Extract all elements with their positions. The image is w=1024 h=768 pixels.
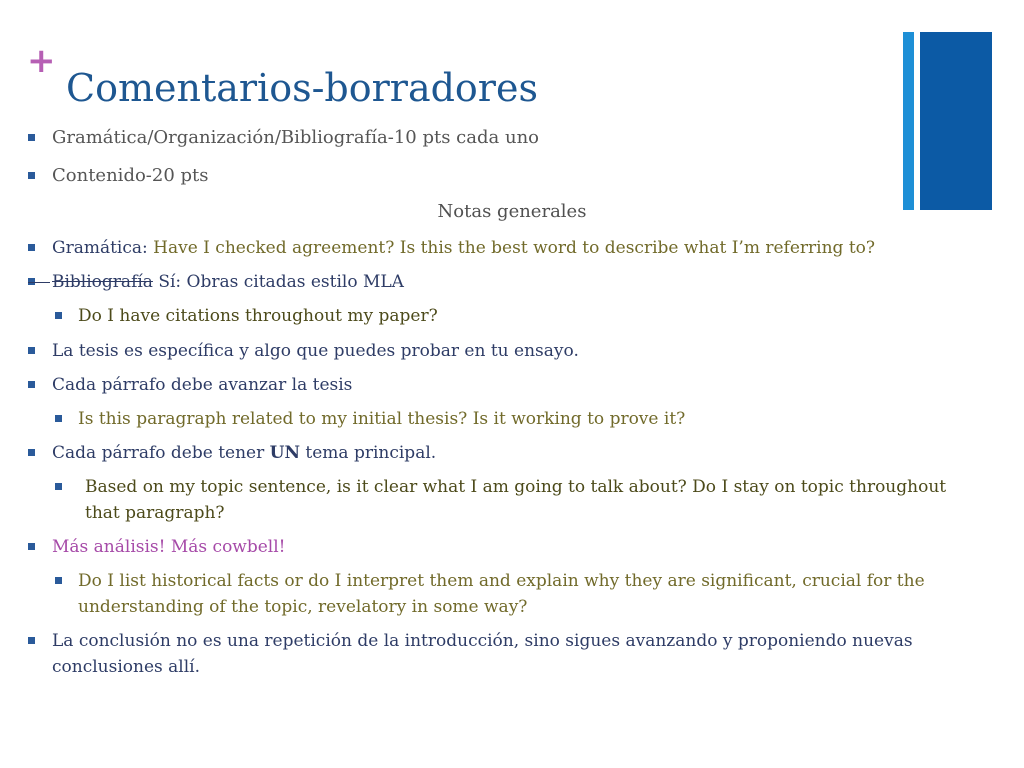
bullet-icon — [55, 312, 62, 319]
bullet-icon — [28, 449, 35, 456]
one-topic-item — [52, 440, 436, 466]
analysis-subitem-line2: understanding of the topic, revelatory in some way? — [78, 597, 528, 617]
bibliography-subitem: Do I have citations throughout my paper? — [78, 306, 438, 326]
one-topic-subitem-line2: that paragraph? — [85, 503, 225, 523]
bullet-icon — [28, 134, 35, 141]
grammar-item — [52, 235, 875, 261]
conclusion-item-line1: La conclusión no es una repetición de la introducción, sino sigues avanzando y proponiendo nuevas — [52, 631, 913, 651]
slide-title: Comentarios-borradores — [66, 66, 538, 110]
paragraph-advance-subitem: Is this paragraph related to my initial thesis? Is it working to prove it? — [78, 409, 686, 429]
paragraph-advance-item: Cada párrafo debe avanzar la tesis — [52, 375, 353, 395]
bibliography-detail: Sí: Obras citadas estilo MLA — [152, 272, 404, 292]
bullet-icon — [28, 244, 35, 251]
analysis-subitem-line1: Do I list historical facts or do I interpret them and explain why they are significant, crucial for the — [78, 571, 925, 591]
plus-icon: + — [27, 41, 56, 81]
bullet-icon — [55, 415, 62, 422]
analysis-item: Más análisis! Más cowbell! — [52, 537, 286, 557]
bullet-icon — [28, 543, 35, 550]
decorative-bar-thick — [920, 32, 992, 210]
bibliography-label: Bibliografía — [52, 272, 153, 292]
one-topic-post: tema principal. — [300, 443, 437, 463]
decorative-bar-thin — [903, 32, 914, 210]
bibliography-item — [52, 269, 404, 295]
grading-content: Contenido-20 pts — [52, 165, 209, 186]
grading-gram-org-bib: Gramática/Organización/Bibliografía-10 pts cada uno — [52, 127, 539, 148]
bullet-icon — [28, 347, 35, 354]
notes-header: Notas generales — [437, 201, 587, 222]
thesis-item: La tesis es específica y algo que puedes probar en tu ensayo. — [52, 341, 579, 361]
one-topic-subitem-line1: Based on my topic sentence, is it clear what I am going to talk about? Do I stay on topic throughout — [85, 477, 947, 497]
grammar-question: Have I checked agreement? Is this the best word to describe what I’m referring to? — [147, 238, 876, 258]
bullet-icon — [55, 483, 62, 490]
one-topic-un: UN — [269, 443, 300, 463]
one-topic-pre: Cada párrafo debe tener — [52, 443, 270, 463]
bullet-icon — [28, 172, 35, 179]
bullet-icon — [28, 381, 35, 388]
grammar-label: Gramática: — [52, 238, 148, 258]
bullet-icon — [28, 637, 35, 644]
bullet-icon — [55, 577, 62, 584]
strike-extension — [28, 282, 50, 283]
conclusion-item-line2: conclusiones allí. — [52, 657, 200, 677]
